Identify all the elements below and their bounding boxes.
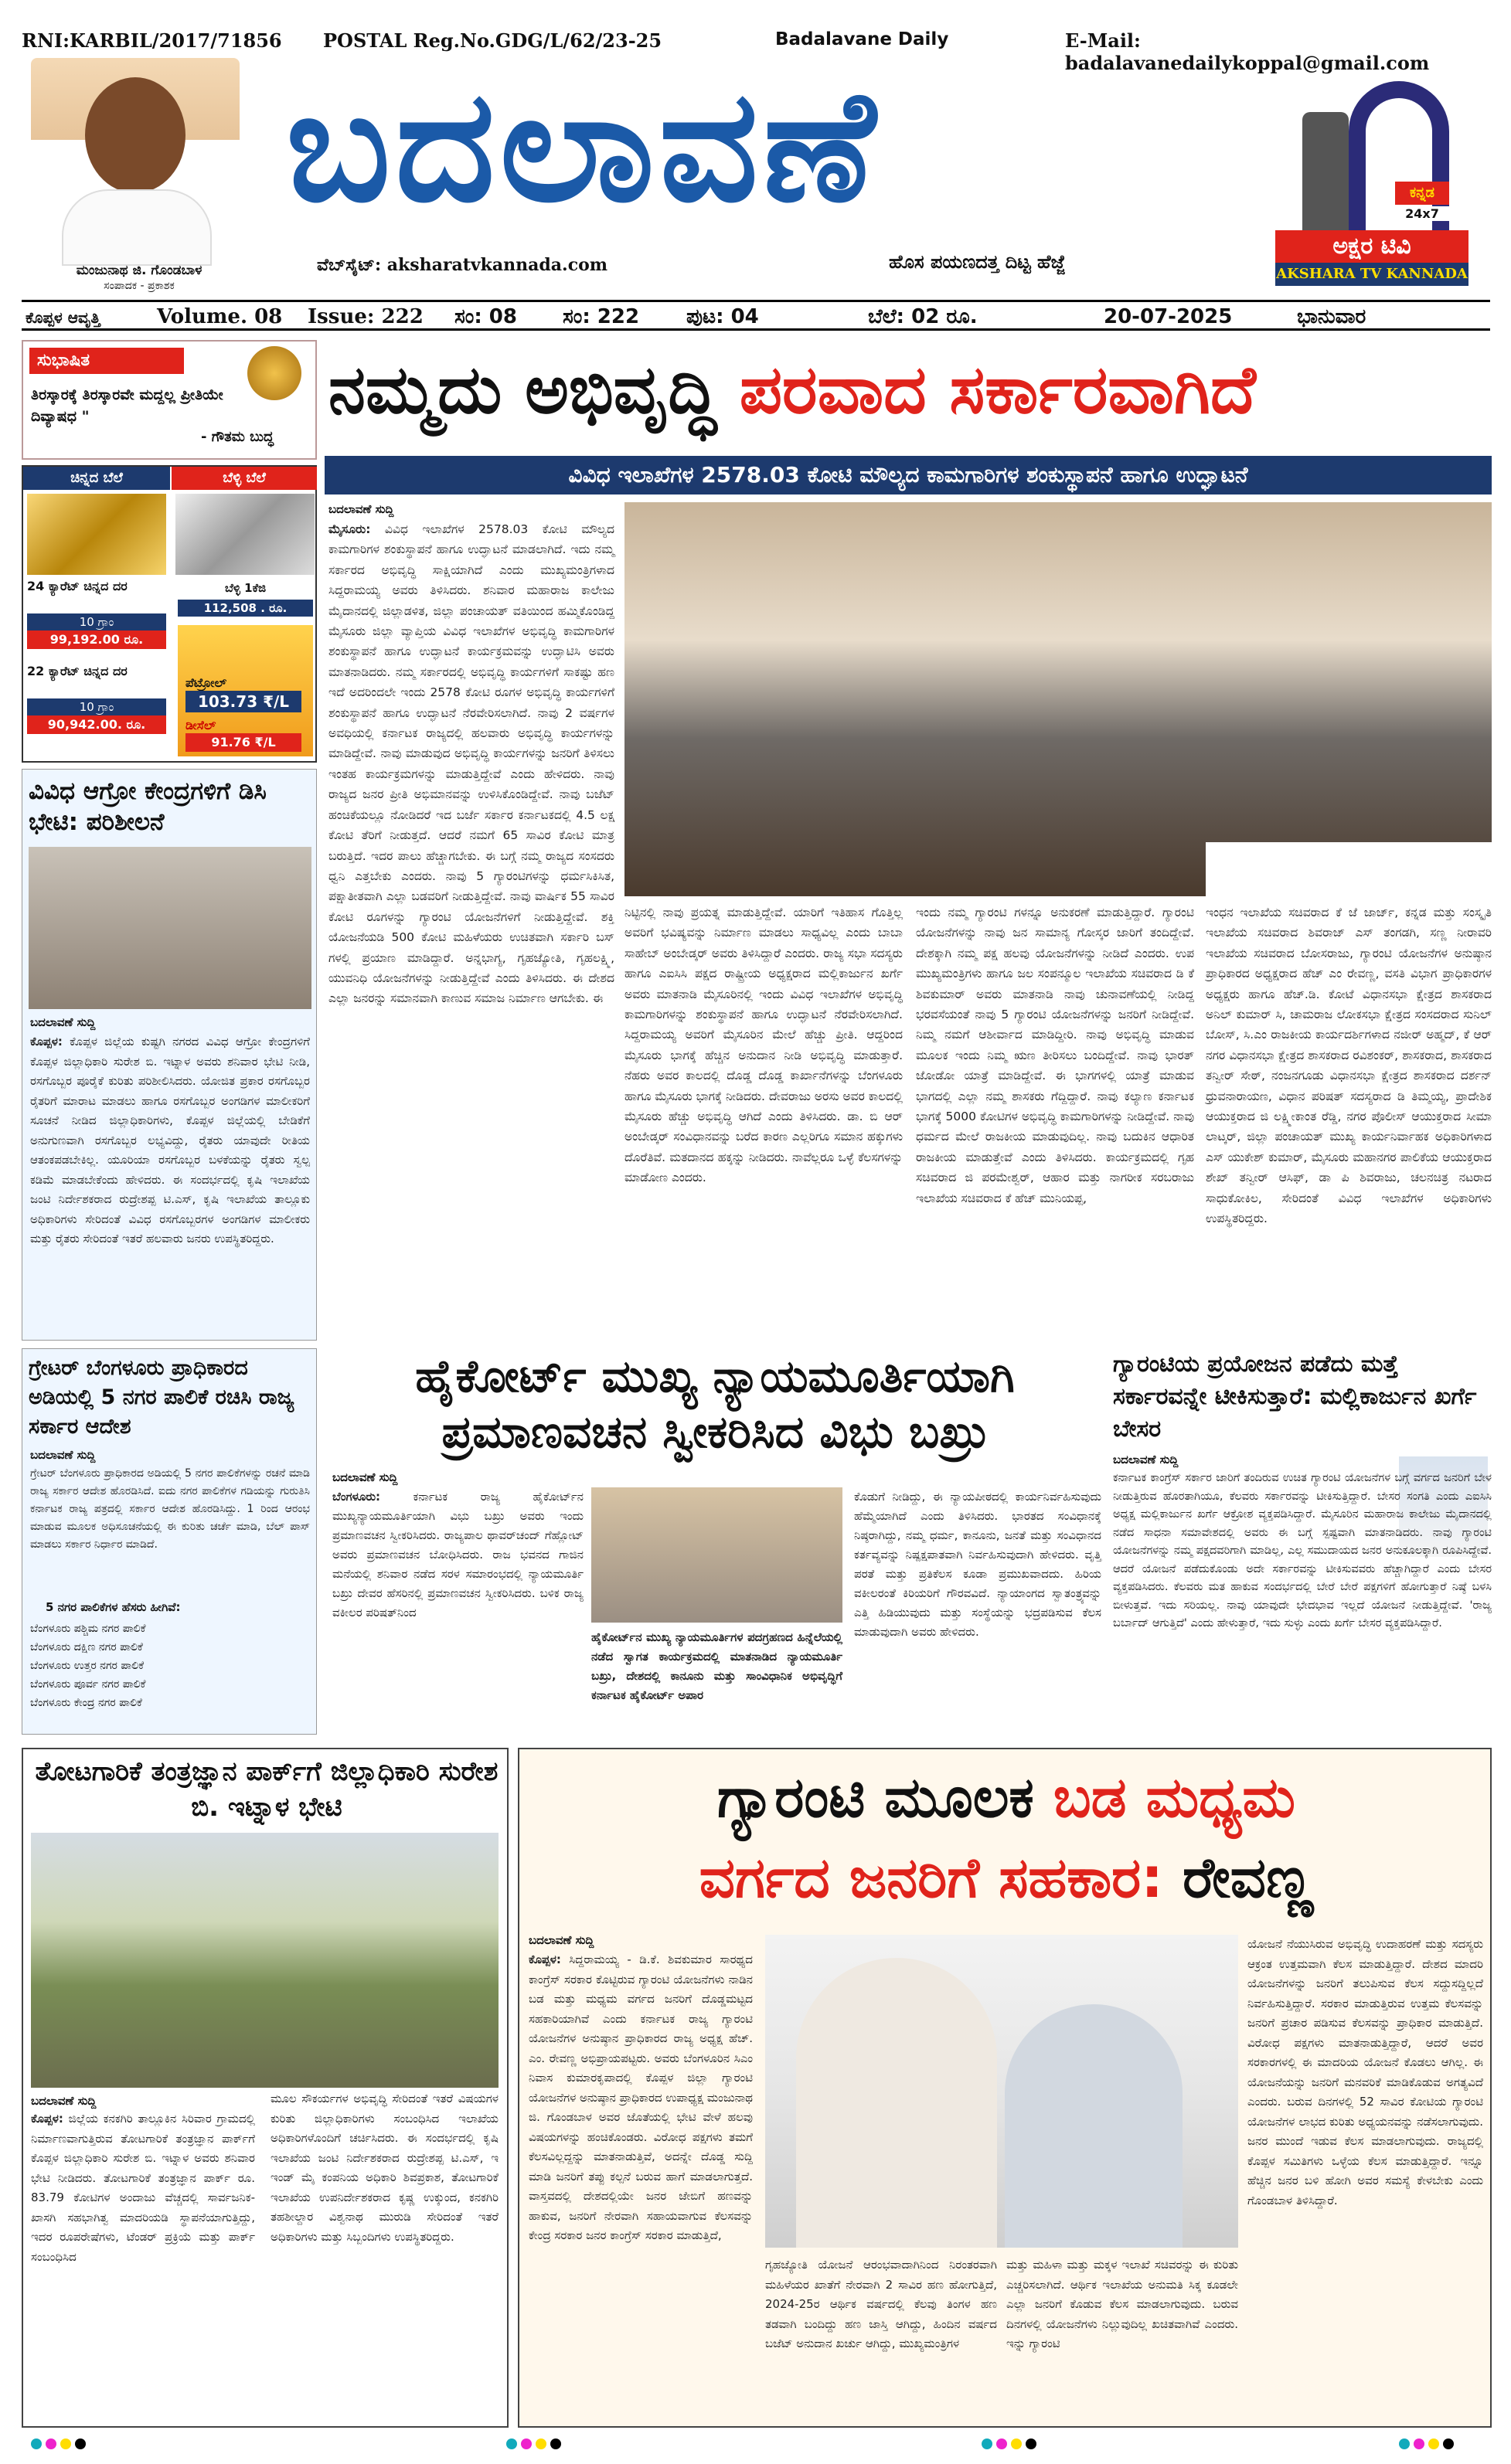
revanna-byline: ಬದಲಾವಣೆ ಸುದ್ದಿ — [529, 1933, 594, 1947]
silver-rate-head: ಬೆಳ್ಳಿ ಬೆಲೆ — [172, 467, 317, 490]
tv-24x7: 24x7 — [1395, 206, 1449, 221]
email-link[interactable]: E-Mail: badalavanedailykoppal@gmail.com — [1065, 29, 1430, 74]
bengaluru-story — [22, 1348, 317, 1735]
agro-dateline: ಕೊಪ್ಪಳ: — [30, 1035, 63, 1048]
silver-unit: ಬೆಳ್ಳಿ 1ಕೆಜಿ — [224, 581, 267, 595]
postal-reg: POSTAL Reg.No.GDG/L/62/23-25 — [323, 29, 662, 52]
agro-headline: ವಿವಿಧ ಆಗ್ರೋ ಕೇಂದ್ರಗಳಿಗೆ ಡಿಸಿ ಭೇಟಿ: ಪರಿಶೀಲನೆ — [29, 777, 267, 836]
highcourt-caption: ಹೈಕೋರ್ಟ್‌ನ ಮುಖ್ಯ ನ್ಯಾಯಮೂರ್ತಿಗಳ ಪದಗ್ರಹಣದ ಹಿನ್ನೆಲೆಯಲ್ಲಿ ನಡೆದ ಸ್ವಾಗತ ಕಾರ್ಯಕ್ರಮದಲ್ಲಿ ಮಾತನಾಡಿದ ನ್ಯಾಯಮೂರ್ತಿ ಬಖ್ರು, ದೇಶದಲ್ಲಿ ಕಾನೂನು ಮತ್ತು ಸಾಂವಿಧಾನಿಕ ಅಭಿವೃದ್ಧಿಗೆ ಕರ್ನಾಟಕ ಹೈಕೋರ್ಟ್ ಅಪಾರ — [591, 1630, 842, 1702]
list-item: ಬೆಂಗಳೂರು ಪಶ್ಚಿಮ ನಗರ ಪಾಲಿಕೆ — [30, 1623, 146, 1635]
registration-dots-left — [31, 2438, 124, 2450]
issue: Issue: 222 — [308, 305, 424, 328]
main-subhead: ವಿವಿಧ ಇಲಾಖೆಗಳ 2578.03 ಕೋಟಿ ಮೌಲ್ಯದ ಕಾಮಗಾರಿಗಳ ಶಂಕುಸ್ಥಾಪನೆ ಹಾಗೂ ಉದ್ಘಾಟನೆ — [325, 456, 1492, 494]
revanna-col4: ಯೋಜನೆ ನೆಯುಸಿರುವ ಅಭಿವೃದ್ಧಿ ಉದಾಹರಣೆ ಮತ್ತು ಸದಸ್ಯರು ಆಕ್ರಂತ ಉತ್ತಮವಾಗಿ ಕೆಲಸ ಮಾಡುತ್ತಿದ್ದಾರೆ. ದೇಶದ ಮಾದರಿ ಯೋಜನೆಗಳನ್ನು ಜನರಿಗೆ ತಲುಪಿಸುವ ಕೆಲಸ ಸದ್ದುಸದ್ದಿಲ್ಲದೆ ನಿರ್ವಹಿಸುತ್ತಿದ್ದಾರೆ. ಸರಕಾರ ಮಾಡುತ್ತಿರುವ ಉತ್ತಮ ಕೆಲಸವನ್ನು ಜನರಿಗೆ ಪ್ರಚಾರ ಪಡಿಸುವ ಕೆಲಸವನ್ನು ಪ್ರಾಧಿಕಾರ ಮಾಡುತ್ತಿದೆ. ವಿರೋಧ ಪಕ್ಷಗಳು ಮಾತನಾಡುತ್ತಿದ್ದಾರೆ, ಆದರೆ ಅವರ ಸರಕಾರಗಳಲ್ಲಿ ಈ ಮಾದರಿಯ ಯೋಜನೆ ಕೊಡಲು ಆಗಿಲ್ಲ. ಈ ಯೋಜನೆಯನ್ನು ಜನರಿಗೆ ಮನವರಿಕೆ ಮಾಡಿಕೊಡುವ ಅಗತ್ಯವಿದೆ ಎಂದರು. ಬರುವ ದಿನಗಳಲ್ಲಿ 52 ಸಾವಿರ ಕೋಟಿಯ ಗ್ಯಾರಂಟಿ ಯೋಜನೆಗಳ ಲಾಭದ ಕುರಿತು ಅಧ್ಯಯನವನ್ನು ನಡೆಸಲಾಗುವುದು. ಜನರ ಮುಂದೆ ಇಡುವ ಕೆಲಸ ಮಾಡಲಾಗುವುದು. ರಾಜ್ಯದಲ್ಲಿ ಕೊಪ್ಪಳ ಸಮಿತಿಗಳು ಒಳ್ಳೆಯ ಕೆಲಸ ಮಾಡುತ್ತಿದ್ದಾರೆ. ಇನ್ನೂ ಹೆಚ್ಚಿನ ಜನರ ಬಳಿ ಹೋಗಿ ಅವರ ಸಮಸ್ಯೆ ಕೇಳಬೇಕು ಎಂದು ಗೊಂಡಬಾಳ ತಿಳಿಸಿದ್ದಾರೆ. — [1247, 1937, 1483, 2207]
silver-price: 112,508 . ರೂ. — [178, 600, 313, 617]
editor-caption: ಮಂಜುನಾಥ ಜಿ. ಗೊಂಡಬಾಳ — [76, 263, 202, 278]
subhashita-author: - ಗೌತಮ ಬುದ್ಧ — [201, 429, 274, 445]
rni-number: RNI:KARBIL/2017/71856 — [22, 29, 282, 52]
agro-text: ಕೊಪ್ಪಳ ಜಿಲ್ಲೆಯ ಕುಷ್ಟಗಿ ನಗರದ ವಿವಿಧ ಆಗ್ರೋ ಕೇಂದ್ರಗಳಿಗೆ ಕೊಪ್ಪಳ ಜಿಲ್ಲಾಧಿಕಾರಿ ಸುರೇಶ ಬಿ. ಇಟ್ನಾಳ ಅವರು ಶನಿವಾರ ಭೇಟಿ ನೀಡಿ, ರಸಗೊಬ್ಬರ ಪೂರೈಕೆ ಕುರಿತು ಪರಿಶೀಲಿಸಿದರು. ಯೋಜಿತ ಪ್ರಕಾರ ರಸಗೊಬ್ಬರ ರೈತರಿಗೆ ಮಾರಾಟ ಮಾಡಲು ಹಾಗೂ ರಸಗೊಬ್ಬರ ಅಂಗಡಿಗಳ ಮಾಲೀಕರಿಗೆ ಸೂಚನೆ ನೀಡಿದ ಜಿಲ್ಲಾಧಿಕಾರಿಗಳು, ಕೊಪ್ಪಳ ಜಿಲ್ಲೆಯಲ್ಲಿ ಬೇಡಿಕೆಗೆ ಅನುಗುಣವಾಗಿ ರಸಗೊಬ್ಬರ ಲಭ್ಯವಿದ್ದು, ರೈತರು ಯಾವುದೇ ರೀತಿಯ ಆತಂಕಪಡಬೇಕಿಲ್ಲ. ಯೂರಿಯಾ ರಸಗೊಬ್ಬರ ಬಳಕೆಯನ್ನು ರೈತರು ಸ್ವಲ್ಪ ಕಡಿಮೆ ಮಾಡಬೇಕೆಂದು ಹೇಳಿದರು. ಈ ಸಂದರ್ಭದಲ್ಲಿ ಕೃಷಿ ಇಲಾಖೆಯ ಜಂಟಿ ನಿರ್ದೇಶಕರಾದ ರುದ್ರೇಶಪ್ಪ ಟಿ.ಎಸ್, ಕೃಷಿ ಇಲಾಖೆಯ ತಾಲ್ಲೂಕು ಅಧಿಕಾರಿಗಳು ಸೇರಿದಂತೆ ವಿವಿಧ ರಸಗೊಬ್ಬರಗಳ ಅಂಗಡಿಗಳ ಮಾಲೀಕರು ಮತ್ತು ರೈತರು ಸೇರಿದಂತೆ ಇತರೆ ಹಲವಾರು ಜನರು ಉಪಸ್ಥಿತರಿದ್ದರು. — [30, 1035, 310, 1246]
diesel-price: 91.76 ₹/L — [185, 733, 301, 752]
price: ಬೆಲೆ: 02 ರೂ. — [868, 305, 978, 328]
subhashita-quote: ತಿರಸ್ಕಾರಕ್ಕೆ ತಿರಸ್ಕಾರವೇ ಮದ್ದಲ್ಲ ಪ್ರೀತಿಯೇ ದಿವ್ಯಾಷಧ " — [31, 386, 223, 425]
samputa: ಸಂ: 08 — [454, 305, 517, 328]
top-info-bar — [22, 29, 1490, 74]
editor-photo — [31, 58, 240, 263]
gold-bars-image — [27, 494, 166, 575]
editor-role: ಸಂಪಾದಕ - ಪ್ರಕಾಶಕ — [104, 280, 175, 292]
diesel-label: ಡೀಸೆಲ್ — [185, 718, 216, 732]
main-dateline: ಮೈಸೂರು: — [328, 522, 371, 536]
tv-name-kn: ಅಕ್ಷರ ಟಿವಿ — [1275, 230, 1468, 263]
kharge-byline: ಬದಲಾವಣೆ ಸುದ್ದಿ — [1113, 1453, 1179, 1467]
main-story — [325, 340, 1492, 1337]
revanna-photo — [765, 1935, 1238, 2248]
horticulture-story — [22, 1748, 509, 2428]
list-item: ಬೆಂಗಳೂರು ದಕ್ಷಿಣ ನಗರ ಪಾಲಿಕೆ — [30, 1641, 143, 1653]
bengaluru-byline: ಬದಲಾವಣೆ ಸುದ್ದಿ — [30, 1448, 96, 1462]
buddha-icon — [247, 346, 301, 400]
day: ಭಾನುವಾರ — [1297, 305, 1366, 328]
highcourt-col1: ಕರ್ನಾಟಕ ರಾಜ್ಯ ಹೈಕೋರ್ಟ್‌ನ ಮುಖ್ಯನ್ಯಾಯಮೂರ್ತಿಯಾಗಿ ವಿಭು ಬಖ್ರು ಅವರು ಇಂದು ಪ್ರಮಾಣವಚನ ಸ್ವೀಕರಿಸಿದರು. ರಾಜ್ಯಪಾಲ ಥಾವರ್‌ಚಂದ್ ಗೆಹ್ಲೋಟ್ ಅವರು ಪ್ರಮಾಣವಚನ ಬೋಧಿಸಿದರು. ರಾಜ ಭವನದ ಗಾಜಿನ ಮನೆಯಲ್ಲಿ ಶನಿವಾರ ನಡೆದ ಸರಳ ಸಮಾರಂಭದಲ್ಲಿ ನ್ಯಾಯಮೂರ್ತಿ ಬಖ್ರು ದೇವರ ಹೆಸರಿನಲ್ಲಿ ಪ್ರಮಾಣವಚನ ಸ್ವೀಕರಿಸಿದರು. ಬಳಿಕ ರಾಜ್ಯ ವಕೀಲರ ಪರಿಷತ್‌ನಿಂದ — [332, 1490, 584, 1619]
horticulture-col1: ಜಿಲ್ಲೆಯ ಕನಕಗಿರಿ ತಾಲ್ಲೂಕಿನ ಸಿರಿವಾರ ಗ್ರಾಮದಲ್ಲಿ ನಿರ್ಮಾಣವಾಗುತ್ತಿರುವ ತೋಟಗಾರಿಕೆ ತಂತ್ರಜ್ಞಾನ ಪಾರ್ಕ್‌ಗೆ ಕೊಪ್ಪಳ ಜಿಲ್ಲಾಧಿಕಾರಿ ಸುರೇಶ ಬಿ. ಇಟ್ನಾಳ ಅವರು ಶನಿವಾರ ಭೇಟಿ ನೀಡಿದರು. ತೋಟಗಾರಿಕೆ ತಂತ್ರಜ್ಞಾನ ಪಾರ್ಕ್ ರೂ. 83.79 ಕೋಟಿಗಳ ಅಂದಾಜು ವೆಚ್ಚದಲ್ಲಿ ಸಾರ್ವಜನಿಕ-ಖಾಸಗಿ ಸಹಭಾಗಿತ್ವ ಮಾದರಿಯಡಿ ಸ್ಥಾಪನೆಯಾಗುತ್ತಿದ್ದು, ಇದರ ರೂಪರೇಷೆಗಳು, ಟೆಂಡರ್ ಪ್ರಕ್ರಿಯೆ ಮತ್ತು ಪಾರ್ಕ್ ಸಂಬಂಧಿಸಿದ — [31, 2112, 255, 2264]
main-byline: ಬದಲಾವಣೆ ಸುದ್ದಿ — [328, 502, 394, 516]
registration-dots-right — [1399, 2438, 1492, 2450]
bengaluru-list-title: 5 ನಗರ ಪಾಲಿಕೆಗಳ ಹೆಸರು ಹೀಗಿವೆ: — [46, 1600, 181, 1614]
highcourt-dateline: ಬೆಂಗಳೂರು: — [332, 1490, 381, 1504]
registration-dots-center-left — [506, 2438, 599, 2450]
revanna-col2: ಗೃಹಜ್ಯೋತಿ ಯೋಜನೆ ಆರಂಭವಾದಾಗಿನಿಂದ ನಿರಂತರವಾಗಿ ಮಹಿಳೆಯರ ಖಾತೆಗೆ ನೇರವಾಗಿ 2 ಸಾವಿರ ಹಣ ಹೋಗುತ್ತಿದೆ, 2024-25ರ ಆರ್ಥಿಕ ವರ್ಷದಲ್ಲಿ ಕೆಲವು ತಿಂಗಳ ಹಣ ತಡವಾಗಿ ಬಂದಿದ್ದು ಹಣ ಜಾಸ್ತಿ ಆಗಿದ್ದು, ಹಿಂದಿನ ವರ್ಷದ ಬಜೆಟ್ ಅನುದಾನ ಖರ್ಚು ಆಗಿದ್ದು, ಮುಖ್ಯಮಂತ್ರಿಗಳ — [765, 2258, 997, 2350]
newspaper-title: ಬದಲಾವಣೆ — [286, 56, 880, 236]
edition: ಕೊಪ್ಪಳ ಆವೃತ್ತಿ — [26, 308, 100, 327]
revanna-col1: ಸಿದ್ದರಾಮಯ್ಯ - ಡಿ.ಕೆ. ಶಿವಕುಮಾರ ಸಾರಥ್ಯದ ಕಾಂಗ್ರೆಸ್ ಸರಕಾರ ಕೊಟ್ಟಿರುವ ಗ್ಯಾರಂಟಿ ಯೋಜನೆಗಳು ನಾಡಿನ ಬಡ ಮತ್ತು ಮಧ್ಯಮ ವರ್ಗದ ಜನರಿಗೆ ದೊಡ್ಡಮಟ್ಟದ ಸಹಕಾರಿಯಾಗಿವೆ ಎಂದು ಕರ್ನಾಟಕ ರಾಜ್ಯ ಗ್ಯಾರಂಟಿ ಯೋಜನೆಗಳ ಅನುಷ್ಠಾನ ಪ್ರಾಧಿಕಾರದ ರಾಜ್ಯ ಅಧ್ಯಕ್ಷ ಹೆಚ್. ಎಂ. ರೇವಣ್ಣ ಅಭಿಪ್ರಾಯಪಟ್ಟರು. ಅವರು ಬೆಂಗಳೂರಿನ ಸಿಎಂ ನಿವಾಸ ಕುಮಾರಕೃಪಾದಲ್ಲಿ ಕೊಪ್ಪಳ ಜಿಲ್ಲಾ ಗ್ಯಾರಂಟಿ ಯೋಜನೆಗಳ ಅನುಷ್ಠಾನ ಪ್ರಾಧಿಕಾರದ ಉಪಾಧ್ಯಕ್ಷ ಮಂಜುನಾಥ ಜಿ. ಗೊಂಡಬಾಳ ಅವರ ಜೊತೆಯಲ್ಲಿ ಭೇಟಿ ವೇಳೆ ಹಲವು ವಿಷಯಗಳನ್ನು ಹಂಚಿಕೊಂಡರು. ವಿರೋಧ ಪಕ್ಷಗಳು ತಮಗೆ ಕೆಲಸವಿಲ್ಲದ್ದನ್ನು ಮಾತನಾಡುತ್ತಿವೆ, ಅದನ್ನೇ ದೊಡ್ಡ ಸುದ್ದಿ ಮಾಡಿ ಜನರಿಗೆ ತಪ್ಪು ಕಲ್ಪನೆ ಬರುವ ಹಾಗೆ ಮಾಡಲಾಗುತ್ತದೆ. ವಾಸ್ತವದಲ್ಲಿ ದೇಶದಲ್ಲಿಯೇ ಜನರ ಜೇಬಿಗೆ ಹಣವನ್ನು ಹಾಕುವ, ಜನರಿಗೆ ನೇರವಾಗಿ ಸಹಾಯವಾಗುವ ಕೆಲಸವನ್ನು ಕೇಂದ್ರ ಸರಕಾರ ಜನರ ಕಾಂಗ್ರೆಸ್ ಸರಕಾರ ಮಾಡುತ್ತಿದೆ, — [529, 1953, 753, 2242]
sanchike: ಸಂ: 222 — [563, 305, 640, 328]
registration-dots-center-right — [982, 2438, 1074, 2450]
volume: Volume. 08 — [157, 305, 283, 328]
main-col4: ಇಂಧನ ಇಲಾಖೆಯ ಸಚಿವರಾದ ಕೆ ಜೆ ಜಾರ್ಜ್, ಕನ್ನಡ ಮತ್ತು ಸಂಸ್ಕೃತಿ ಇಲಾಖೆಯ ಸಚಿವರಾದ ಶಿವರಾಜ್ ಎಸ್ ತಂಗಡಗಿ, ಸಣ್ಣ ನೀರಾವರಿ ಇಲಾಖೆಯ ಸಚಿವರಾದ ಬೋಸರಾಜು, ಗ್ಯಾರಂಟಿ ಯೋಜನೆಗಳ ಅನುಷ್ಠಾನ ಪ್ರಾಧಿಕಾರದ ಅಧ್ಯಕ್ಷರಾದ ಹೆಚ್ ಎಂ ರೇವಣ್ಣ, ವಸತಿ ವಿಭಾಗ ಪ್ರಾಧಿಕಾರಗಳ ಅಧ್ಯಕ್ಷರು ಹಾಗೂ ಹೆಚ್.ಡಿ. ಕೋಟೆ ವಿಧಾನಸಭಾ ಕ್ಷೇತ್ರದ ಶಾಸಕರಾದ ಅನಿಲ್ ಕುಮಾರ್ ಸಿ, ಚಾಮರಾಜ ಲೋಕಸಭಾ ಕ್ಷೇತ್ರದ ಸಂಸದರಾದ ಸುನಿಲ್ ಬೋಸ್, ಸಿ.ಎಂ ರಾಜಕೀಯ ಕಾರ್ಯದರ್ಶಿಗಳಾದ ನಜೀರ್ ಅಹ್ಮದ್, ಕೆ ಆರ್ ನಗರ ವಿಧಾನಸಭಾ ಕ್ಷೇತ್ರದ ಶಾಸಕರಾದ ರವಿಶಂಕರ್, ಶಾಸಕರಾದ, ಶಾಸಕರಾದ ತನ್ವೀರ್ ಸೇಠ್, ನಂಜನಗೂಡು ವಿಧಾನಸಭಾ ಕ್ಷೇತ್ರದ ಶಾಸಕರಾದ ದರ್ಶನ್ ಧ್ರುವನಾರಾಯಣ, ವಿಧಾನ ಪರಿಷತ್ ಸದಸ್ಯರಾದ ಡಿ ತಿಮ್ಮಯ್ಯ, ಪ್ರಾದೇಶಿಕ ಆಯುಕ್ತರಾದ ಜಿ ಲಕ್ಷ್ಮೀಕಾಂತ ರೆಡ್ಡಿ, ನಗರ ಪೊಲೀಸ್ ಆಯುಕ್ತರಾದ ಸೀಮಾ ಲಾಟ್ಕರ್, ಜಿಲ್ಲಾ ಪಂಚಾಯತ್ ಮುಖ್ಯ ಕಾರ್ಯನಿರ್ವಾಹಕ ಅಧಿಕಾರಿಗಳಾದ ಎಸ್ ಯುಕೇಶ್ ಕುಮಾರ್, ಮೈಸೂರು ಮಹಾನಗರ ಪಾಲಿಕೆಯ ಆಯುಕ್ತರಾದ ಶೇಖ್ ತನ್ವೀರ್ ಆಸಿಫ್, ಡಾ ಪಿ ಶಿವರಾಜು, ಚಲನಚಿತ್ರ ನಟರಾದ ಸಾಧುಕೋಕಿಲ, ಸೇರಿದಂತೆ ವಿವಿಧ ಇಲಾಖೆಗಳ ಅಧಿಕಾರಿಗಳು ಉಪಸ್ಥಿತರಿದ್ದರು. — [1206, 842, 1492, 1337]
kharge-story — [1113, 1348, 1492, 1735]
petrol-label: ಪೆಟ್ರೋಲ್ — [185, 675, 227, 690]
horticulture-col2: ಮೂಲ ಸೌಕರ್ಯಗಳ ಅಭಿವೃದ್ಧಿ ಸೇರಿದಂತೆ ಇತರೆ ವಿಷಯಗಳ ಕುರಿತು ಜಿಲ್ಲಾಧಿಕಾರಿಗಳು ಸಂಬಂಧಿಸಿದ ಇಲಾಖೆಯ ಅಧಿಕಾರಿಗಳೊಂದಿಗೆ ಚರ್ಚಿಸಿದರು. ಈ ಸಂದರ್ಭದಲ್ಲಿ ಕೃಷಿ ಇಲಾಖೆಯ ಜಂಟಿ ನಿರ್ದೇಶಕರಾದ ರುದ್ರೇಶಪ್ಪ ಟಿ.ಎಸ್, ಇ ಇಂಡ್ ಮೈ ಕಂಪನಿಯ ಅಧಿಕಾರಿ ಶಿವಪ್ರಕಾಶ, ತೋಟಗಾರಿಕೆ ಇಲಾಖೆಯ ಉಪನಿರ್ದೇಶಕರಾದ ಕೃಷ್ಣ ಉಕ್ಕುಂದ, ಕನಕಗಿರಿ ತಹಶೀಲ್ದಾರ ವಿಶ್ವನಾಥ ಮುರುಡಿ ಸೇರಿದಂತೆ ಇತರೆ ಅಧಿಕಾರಿಗಳು ಮತ್ತು ಸಿಬ್ಬಂದಿಗಳು ಉಪಸ್ಥಿತರಿದ್ದರು. — [271, 2092, 499, 2244]
highcourt-byline: ಬದಲಾವಣೆ ಸುದ್ದಿ — [332, 1470, 398, 1484]
silver-bars-image — [175, 494, 315, 575]
gold24-label: 24 ಕ್ಯಾರೆಟ್ ಚಿನ್ನದ ದರ — [27, 579, 128, 593]
date: 20-07-2025 — [1104, 305, 1233, 328]
horticulture-photo — [31, 1833, 499, 2088]
revanna-headline-1-black: ಗ್ಯಾರಂಟಿ ಮೂಲಕ — [717, 1765, 1034, 1830]
revanna-headline-1-red: ಬಡ ಮಧ್ಯಮ — [1053, 1765, 1295, 1830]
petrol-price: 103.73 ₹/L — [185, 691, 301, 712]
main-col1: ವಿವಿಧ ಇಲಾಖೆಗಳ 2578.03 ಕೋಟಿ ಮೌಲ್ಯದ ಕಾಮಗಾರಿಗಳ ಶಂಕುಸ್ಥಾಪನೆ ಹಾಗೂ ಉದ್ಘಾಟನೆ ಮಾಡಲಾಗಿದೆ. ಇದು ನಮ್ಮ ಸರ್ಕಾರದ ಅಭಿವೃದ್ಧಿ ಸಾಕ್ಷಿಯಾಗಿದೆ ಎಂದು ಮುಖ್ಯಮಂತ್ರಿಗಳಾದ ಸಿದ್ದರಾಮಯ್ಯ ಅವರು ತಿಳಿಸಿದರು. ಶನಿವಾರ ಮಹಾರಾಜ ಕಾಲೇಜು ಮೈದಾನದಲ್ಲಿ ಜಿಲ್ಲಾಡಳಿತ, ಜಿಲ್ಲಾ ಪಂಚಾಯತ್ ವತಿಯಿಂದ ಹಮ್ಮಿಕೊಂಡಿದ್ದ ಮೈಸೂರು ಜಿಲ್ಲಾ ವ್ಯಾಪ್ತಿಯ ವಿವಿಧ ಇಲಾಖೆಗಳ ಅಭಿವೃದ್ಧಿ ಕಾಮಗಾರಿಗಳ ಶಂಕುಸ್ಥಾಪನೆ ಹಾಗೂ ಉದ್ಘಾಟನೆ ಕಾರ್ಯಕ್ರಮವನ್ನು ಉದ್ಘಾಟಿಸಿ ಅವರು ಮಾತನಾಡಿದರು. ನಮ್ಮ ಸರ್ಕಾರದಲ್ಲಿ ಅಭಿವೃದ್ಧಿ ಕಾರ್ಯಗಳಿಗೆ ಸಾಕಷ್ಟು ಹಣ ಇದೆ ಅದರಿಂದಲೇ ಇಂದು 2578 ಕೋಟಿ ರೂಗಳ ಅಭಿವೃದ್ಧಿ ಕಾರ್ಯಗಳಿಗೆ ಶಂಕುಸ್ಥಾಪನೆ ಹಾಗೂ ಉದ್ಘಾಟನೆ ನೆರವೇರಿಸಲಾಗಿದೆ. ನಾವು 2 ವರ್ಷಗಳ ಅವಧಿಯಲ್ಲಿ ಕರ್ನಾಟಕ ರಾಜ್ಯದಲ್ಲಿ ಹಲವಾರು ಅಭಿವೃದ್ಧಿ ಕಾರ್ಯಗಳನ್ನು ಮಾಡಿದ್ದೇವೆ. ನಾವು ಮಾಡುವುದ ಅಭಿವೃದ್ಧಿ ಕಾರ್ಯಗಳನ್ನು ಜನರಿಗೆ ತಿಳಿಸಲು ಇಂತಹ ಕಾರ್ಯಕ್ರಮಗಳನ್ನು ಮಾಡುತ್ತಿದ್ದೇವೆ ಎಂದು ಹೇಳಿದರು. ನಾವು ರಾಜ್ಯದ ಜನರ ಪ್ರೀತಿ ಅಭಿಮಾನವನ್ನು ಉಳಿಸಿಕೊಂಡಿದ್ದೇವೆ. ನಾವು ಬಜೆಟ್ ಹಂಚಿಕೆಯಲ್ಲೂ ನೋಡಿದರೆ ಇದ ಬರ್ಜೆ ಸರ್ಕಾರ ಕರ್ನಾಟಕದಲ್ಲಿ 4.5 ಲಕ್ಷ ಕೋಟಿ ತೆರಿಗೆ ನೀಡುತ್ತದೆ. ಆದರೆ ನಮಗೆ 65 ಸಾವಿರ ಕೋಟಿ ಮಾತ್ರ ಬರುತ್ತಿದೆ. ಇದರ ಪಾಲು ಹೆಚ್ಚಾಗಬೇಕು. ಈ ಬಗ್ಗೆ ನಮ್ಮ ರಾಜ್ಯದ ಸಂಸದರು ಧ್ವನಿ ಎತ್ತಬೇಕು ಎಂದರು. ನಾವು 5 ಗ್ಯಾರಂಟಿಗಳನ್ನು ಧರ್ಮಸಿಕಿಸಿತ, ಪಕ್ಷಾತೀತವಾಗಿ ಎಲ್ಲಾ ಬಡವರಿಗೆ ನೀಡುತ್ತಿದ್ದೇವೆ. ನಾವು ವಾರ್ಷಿಕ 55 ಸಾವಿರ ಕೋಟಿ ರೂಗಳನ್ನು ಗ್ಯಾರಂಟಿ ಯೋಜನೆಗಳಿಗೆ ನೀಡುತ್ತಿದ್ದೇವೆ. ಶಕ್ತಿ ಯೋಜನೆಯಡಿ 500 ಕೋಟಿ ಮಹಿಳೆಯರು ಉಚಿತವಾಗಿ ಸರ್ಕಾರಿ ಬಸ್ ಗಳಲ್ಲಿ ಪ್ರಯಾಣ ಮಾಡಿದ್ದಾರೆ. ಅನ್ನಭಾಗ್ಯ, ಗೃಹಜ್ಯೋತಿ, ಗೃಹಲಕ್ಷ್ಮಿ, ಯುವನಿಧಿ ಯೋಜನೆಗಳನ್ನು ನೀಡುತ್ತಿದ್ದೇವೆ ಎಂದು ತಿಳಿಸಿದರು. ಈ ದೇಶದ ಎಲ್ಲಾ ಜನರನ್ನು ಸಮಾನವಾಗಿ ಕಾಣುವ ಸಮಾಜ ನಿರ್ಮಾಣ ಆಗಬೇಕು. ಈ — [328, 522, 614, 1006]
horticulture-byline: ಬದಲಾವಣೆ ಸುದ್ದಿ — [31, 2094, 97, 2108]
subhashita-title: ಸುಭಾಷಿತ — [29, 348, 184, 374]
main-headline-red: ಪರವಾದ ಸರ್ಕಾರವಾಗಿದೆ — [739, 352, 1256, 429]
kharge-headline: ಗ್ಯಾರಂಟಿಯ ಪ್ರಯೋಜನ ಪಡೆದು ಮತ್ತೆ ಸರ್ಕಾರವನ್ನೇ ಟೀಕಿಸುತ್ತಾರೆ: ಮಲ್ಲಿಕಾರ್ಜುನ ಖರ್ಗೆ ಬೇಸರ — [1113, 1351, 1477, 1443]
agro-photo — [29, 847, 311, 1009]
highcourt-story — [325, 1348, 1105, 1735]
pages: ಪುಟ: 04 — [686, 305, 759, 328]
list-item: ಬೆಂಗಳೂರು ಕೇಂದ್ರ ನಗರ ಪಾಲಿಕೆ — [30, 1697, 142, 1709]
gold24-unit: 10 ಗ್ರಾಂ — [27, 613, 166, 630]
bengaluru-text: ಗ್ರೇಟರ್ ಬೆಂಗಳೂರು ಪ್ರಾಧಿಕಾರದ ಅಡಿಯಲ್ಲಿ 5 ನಗರ ಪಾಲಿಕೆಗಳನ್ನು ರಚನೆ ಮಾಡಿ ರಾಜ್ಯ ಸರ್ಕಾರ ಆದೇಶ ಹೊರಡಿಸಿದೆ. ಐದು ನಗರ ಪಾಲಿಕೆಗಳ ಗಡಿಯನ್ನು ಗುರುತಿಸಿ ಕರ್ನಾಟಕ ರಾಜ್ಯ ಪತ್ರದಲ್ಲಿ ಸರ್ಕಾರ ಆದೇಶ ಹೊರಡಿಸಿದ್ದು. 1 ರಿಂದ ಆರಂಭ ಮಾಡುವ ಮೂಲಕ ಅಧಿಸೂಚನೆಯಲ್ಲಿ ಈ ಕುರಿತು ಚರ್ಚೆ ಮಾಡಿ, ಬೆಲ್ ಪಾಸ್ ಮಾಡಲು ಸರ್ಕಾರ ನಿರ್ಧಾರ ಮಾಡಿದೆ. — [30, 1467, 310, 1551]
revanna-dateline: ಕೊಪ್ಪಳ: — [529, 1953, 561, 1966]
highcourt-headline-1: ಹೈಕೋರ್ಟ್ ಮುಖ್ಯ ನ್ಯಾಯಮೂರ್ತಿಯಾಗಿ — [415, 1350, 1015, 1402]
list-item: ಬೆಂಗಳೂರು ಉತ್ತರ ನಗರ ಪಾಲಿಕೆ — [30, 1660, 145, 1672]
highcourt-photo — [591, 1487, 842, 1623]
gold-rate-head: ಚಿನ್ನದ ಬೆಲೆ — [23, 467, 170, 490]
revanna-headline-2-red: ವರ್ಗದ ಜನರಿಗೆ ಸಹಕಾರ: — [699, 1845, 1163, 1910]
gold24-price: 99,192.00 ರೂ. — [27, 630, 166, 649]
paper-name-en: Badalavane Daily — [775, 29, 949, 49]
main-col2: ನಿಟ್ಟಿನಲ್ಲಿ ನಾವು ಪ್ರಯತ್ನ ಮಾಡುತ್ತಿದ್ದೇವೆ. ಯಾರಿಗೆ ಇತಿಹಾಸ ಗೊತ್ತಿಲ್ಲ ಅವರಿಗೆ ಭವಿಷ್ಯವನ್ನು ನಿರ್ಮಾಣ ಮಾಡಲು ಸಾಧ್ಯವಿಲ್ಲ ಎಂದು ಬಾಬಾ ಸಾಹೇಬ್ ಅಂಬೇಡ್ಕರ್ ಅವರು ತಿಳಿಸಿದ್ದಾರೆ ಎಂದರು. ರಾಜ್ಯ ಸಭಾ ಸದಸ್ಯರು ಹಾಗೂ ಎಐಸಿಸಿ ಪಕ್ಷದ ರಾಷ್ಟ್ರೀಯ ಅಧ್ಯಕ್ಷರಾದ ಮಲ್ಲಿಕಾರ್ಜುನ ಖರ್ಗೆ ಅವರು ಮಾತನಾಡಿ ಮೈಸೂರಿನಲ್ಲಿ ಇಂದು ವಿವಿಧ ಇಲಾಖೆಗಳ ಅಭಿವೃದ್ಧಿ ಕಾಮಗಾರಿಗಳನ್ನು ಶಂಕುಸ್ಥಾಪನೆ ಹಾಗೂ ಉದ್ಘಾಟನೆ ನೆರವೇರಿಸಲಾಗಿದೆ. ಸಿದ್ದರಾಮಯ್ಯ ಅವರಿಗೆ ಮೈಸೂರಿನ ಮೇಲೆ ಹೆಚ್ಚು ಪ್ರೀತಿ. ಆದ್ದರಿಂದ ಮೈಸೂರು ಭಾಗಕ್ಕೆ ಹೆಚ್ಚಿನ ಅನುದಾನ ನೀಡಿ ಅಭಿವೃದ್ಧಿ ಮಾಡುತ್ತಾರೆ. ನೆಹರು ಅವರ ಕಾಲದಲ್ಲಿ ದೊಡ್ಡ ದೊಡ್ಡ ಕಾರ್ಖಾನೆಗಳನ್ನು ಬೆಂಗಳೂರು ಹಾಗೂ ಮೈಸೂರು ಭಾಗಕ್ಕೆ ನೀಡಿದರು. ದೇವರಾಜು ಅರಸು ಅವರ ಕಾಲದಲ್ಲಿ ಮೈಸೂರು ಹೆಚ್ಚು ಅಭಿವೃದ್ಧಿ ಆಗಿದೆ ಎಂದು ತಿಳಿಸಿದರು. ಡಾ. ಬಿ ಆರ್ ಅಂಬೇಡ್ಕರ್ ಸಂವಿಧಾನವನ್ನು ಬರೆದ ಕಾರಣ ಎಲ್ಲರಿಗೂ ಸಮಾನ ಹಕ್ಕುಗಳು ದೊರೆತಿವೆ. ಮತದಾನದ ಹಕ್ಕನ್ನು ನೀಡಿದರು. ನಾವೆಲ್ಲರೂ ಒಳ್ಳೆ ಕೆಲಸಗಳನ್ನು ಮಾಡೋಣ ಎಂದರು. — [624, 906, 903, 1185]
tagline: ಹೊಸ ಪಯಣದತ್ತ ದಿಟ್ಟ ಹೆಜ್ಜೆ — [889, 251, 1066, 273]
highcourt-col2: ಕೊಡುಗೆ ನೀಡಿದ್ದು, ಈ ನ್ಯಾಯಪೀಠದಲ್ಲಿ ಕಾರ್ಯನಿರ್ವಹಿಸುವುದು ಹೆಮ್ಮೆಯಾಗಿದೆ ಎಂದು ತಿಳಿಸಿದರು. ಭಾರತದ ಸಂವಿಧಾನಕ್ಕೆ ನಿಷ್ಠರಾಗಿದ್ದು, ನಮ್ಮ ಧರ್ಮ, ಕಾನೂನು, ಜನತೆ ಮತ್ತು ಸಂವಿಧಾನದ ಕರ್ತವ್ಯವನ್ನು ನಿಷ್ಪಕ್ಷಪಾತವಾಗಿ ನಿರ್ವಹಿಸುವುದಾಗಿ ಹೇಳಿದರು. ವೃತ್ತಿ ಪರತೆ ಮತ್ತು ಪ್ರತಿಕೆಲಸ ಕೂಡಾ ಪ್ರಮುಖವಾದದು. ಹಿರಿಯ ವಕೀಲರಂತೆ ಕಿರಿಯರಿಗೆ ಗೌರವವಿದೆ. ನ್ಯಾಯಾಂಗದ ಸ್ವಾತಂತ್ರ್ಯವನ್ನು ಎತ್ತಿ ಹಿಡಿಯುವುದು ಮತ್ತು ಸಂಸ್ಥೆಯನ್ನು ಭದ್ರಪಡಿಸುವ ಕೆಲಸ ಮಾಡುವುದಾಗಿ ಅವರು ಹೇಳಿದರು. — [854, 1490, 1101, 1639]
website-line[interactable]: ವೆಬ್‌ಸೈಟ್: aksharatvkannada.com — [317, 255, 608, 275]
agro-story — [22, 769, 317, 1341]
horticulture-dateline: ಕೊಪ್ಪಳ: — [31, 2112, 63, 2126]
tv-name-en: AKSHARA TV KANNADA — [1275, 263, 1468, 286]
bengaluru-list — [30, 1619, 310, 1712]
subhashita-box — [22, 340, 317, 460]
agro-byline: ಬದಲಾವಣೆ ಸುದ್ದಿ — [30, 1015, 96, 1029]
revanna-story — [518, 1748, 1492, 2428]
gold22-unit: 10 ಗ್ರಾಂ — [27, 698, 166, 715]
kharge-text: ಕರ್ನಾಟಕ ಕಾಂಗ್ರೆಸ್ ಸರ್ಕಾರ ಜಾರಿಗೆ ತಂದಿರುವ ಉಚಿತ ಗ್ಯಾರಂಟಿ ಯೋಜನೆಗಳ ಬಗ್ಗೆ ವರ್ಗದ ಜನರಿಗೆ ಬೇಳ ನೀಡುತ್ತಿರುವ ಹೊರತಾಗಿಯೂ, ಕೆಲವರು ಸರ್ಕಾರವನ್ನು ಟೀಕಿಸುತ್ತಿದ್ದಾರೆ. ಬೇಸರ ಸಂಗತಿ ಎಂದು ಎಐಸಿಸಿ ಅಧ್ಯಕ್ಷ ಮಲ್ಲಿಕಾರ್ಜುನ ಖರ್ಗೆ ಆಕ್ರೋಶ ವ್ಯಕ್ತಪಡಿಸಿದ್ದಾರೆ. ಮೈಸೂರಿನ ಮಹಾರಾಜ ಕಾಲೇಜು ಮೈದಾನದಲ್ಲಿ ನಡೆದ ಸಾಧನಾ ಸಮಾವೇಶದಲ್ಲಿ ಅವರು ಈ ಬಗ್ಗೆ ಸ್ಪಷ್ಟವಾಗಿ ಮಾತನಾಡಿದರು. ನಾವು ಗ್ಯಾರಂಟಿ ಯೋಜನೆಗಳನ್ನು ನಮ್ಮ ಪಕ್ಷದವರಿಗಾಗಿ ಮಾಡಿಲ್ಲ, ಎಲ್ಲ ಸಮುದಾಯದ ಜನರ ಅನುಕೂಲಕ್ಕಾಗಿ ರೂಪಿಸಿದ್ದೇವೆ. ಆದರೆ ಯೋಜನೆ ಪಡೆದುಕೊಂಡು ಅದೇ ಸರ್ಕಾರವನ್ನು ಟೀಕಿಸುವವರು ಹೆಚ್ಚಾಗಿದ್ದಾರೆ ಎಂದು ಬೇಸರ ವ್ಯಕ್ತಪಡಿಸಿದರು. ಕೆಲವರು ಮತ ಹಾಕುವ ಸಂದರ್ಭದಲ್ಲಿ ಬೇರೆ ಬೇರೆ ಪಕ್ಷಗಳಿಗೆ ಹೋಗುತ್ತಾರೆ ನಿಷ್ಠೆ ಬಳಸಿ ಬೀಳುತ್ತವೆ. ಇದು ಸರಿಯಲ್ಲ. ನಾವು ಯಾವುದೇ ಭೇದಭಾವ ಇಲ್ಲದೆ ಯೋಜನೆ ನೀಡುತ್ತಿದ್ದೇವೆ. 'ರಾಜ್ಯ ಬರ್ಬಾದ್ ಆಗುತ್ತಿದೆ' ಎಂದು ಹೇಳುತ್ತಾರೆ, ಇದು ಸುಳ್ಳು ಎಂದು ಖರ್ಗೆ ಬೇಸರ ವ್ಯಕ್ತಪಡಿಸಿದ್ದಾರೆ. — [1113, 1472, 1492, 1630]
rates-box — [22, 465, 317, 763]
highcourt-headline-2: ಪ್ರಮಾಣವಚನ ಸ್ವೀಕರಿಸಿದ ವಿಭು ಬಖ್ರು — [441, 1405, 989, 1458]
revanna-col3: ಮತ್ತು ಮಹಿಳಾ ಮತ್ತು ಮಕ್ಕಳ ಇಲಾಖೆ ಸಚಿವರನ್ನು ಈ ಕುರಿತು ಎಚ್ಚರಿಸಲಾಗಿದೆ. ಆರ್ಥಿಕ ಇಲಾಖೆಯ ಅನುಮತಿ ಸಿಕ್ಕ ಕೂಡಲೇ ಎಲ್ಲಾ ಜನರಿಗೆ ಕೊಡುವ ಕೆಲಸ ಮಾಡಲಾಗುವುದು. ಬರುವ ದಿನಗಳಲ್ಲಿ ಯೋಜನೆಗಳು ನಿಲ್ಲುವುದಿಲ್ಲ ಖಚಿತವಾಗಿವೆ ಎಂದರು. ಇನ್ನು ಗ್ಯಾರಂಟಿ — [1006, 2258, 1238, 2350]
main-headline-black: ನಮ್ಮದು ಅಭಿವೃದ್ಧಿ — [328, 352, 716, 429]
main-col3: ಇಂದು ನಮ್ಮ ಗ್ಯಾರಂಟಿ ಗಳನ್ನೂ ಅನುಕರಣೆ ಮಾಡುತ್ತಿದ್ದಾರೆ. ಗ್ಯಾರಂಟಿ ಯೋಜನೆಗಳನ್ನು ನಾವು ಜನ ಸಾಮಾನ್ಯ ಗೋಸ್ಕರ ಜಾರಿಗೆ ತಂದಿದ್ದೇವೆ. ದೇಶಕ್ಕಾಗಿ ನಮ್ಮ ಪಕ್ಷ ಹಲವು ಯೋಜನೆಗಳನ್ನು ನೀಡಿದೆ ಎಂದರು. ಉಪ ಮುಖ್ಯಮಂತ್ರಿಗಳು ಹಾಗೂ ಜಲ ಸಂಪನ್ಮೂಲ ಇಲಾಖೆಯ ಸಚಿವರಾದ ಡಿ ಕೆ ಶಿವಕುಮಾರ್ ಅವರು ಮಾತನಾಡಿ ನಾವು ಚುನಾವಣೆಯಲ್ಲಿ ನೀಡಿದ್ದ ಭರವಸೆಯಂತೆ ನಾವು 5 ಗ್ಯಾರಂಟಿ ಯೋಜನೆಗಳನ್ನು ಜನರಿಗೆ ನೀಡಿದ್ದೇವೆ. ನಿಮ್ಮ ನಮಗೆ ಆಶೀರ್ವಾದ ಮಾಡಿದ್ದೀರಿ. ನಾವು ಅಭಿವೃದ್ಧಿ ಮಾಡುವ ಮೂಲಕ ಇಂದು ನಿಮ್ಮ ಋಣ ತೀರಿಸಲು ಬಂದಿದ್ದೇವೆ. ನಾವು ಭಾರತ್ ಜೋಡೋ ಯಾತ್ರೆ ಮಾಡಿದ್ದೇವೆ. ಈ ಭಾಗಗಳಲ್ಲಿ ಯಾತ್ರೆ ಮಾಡುವ ಭಾಗದಲ್ಲಿ ಎಲ್ಲಾ ನಮ್ಮ ಶಾಸಕರು ಗೆದ್ದಿದ್ದಾರೆ. ನಾವು ಕಲ್ಯಾಣ ಕರ್ನಾಟಕ ಭಾಗಕ್ಕೆ 5000 ಕೋಟಿಗಳ ಅಭಿವೃದ್ಧಿ ಕಾಮಗಾರಿಗಳನ್ನು ನೀಡಿದ್ದೇವೆ. ನಾವು ಧರ್ಮದ ಮೇಲೆ ರಾಜಕೀಯ ಮಾಡುವುದಿಲ್ಲ. ನಾವು ಬದುಕಿನ ಆಧಾರಿತ ರಾಜಕೀಯ ಮಾಡುತ್ತೇವೆ ಎಂದು ತಿಳಿಸಿದರು. ಕಾರ್ಯಕ್ರಮದಲ್ಲಿ ಗೃಹ ಸಚಿವರಾದ ಜಿ ಪರಮೇಶ್ವರ್, ಆಹಾರ ಮತ್ತು ನಾಗರೀಕ ಸರಬರಾಜು ಇಲಾಖೆಯ ಸಚಿವರಾದ ಕೆ ಹೆಚ್ ಮುನಿಯಪ್ಪ, — [916, 906, 1194, 1205]
bengaluru-headline: ಗ್ರೇಟರ್ ಬೆಂಗಳೂರು ಪ್ರಾಧಿಕಾರದ ಅಡಿಯಲ್ಲಿ 5 ನಗರ ಪಾಲಿಕೆ ರಚಿಸಿ ರಾಜ್ಯ ಸರ್ಕಾರ ಆದೇಶ — [29, 1356, 294, 1439]
list-item: ಬೆಂಗಳೂರು ಪೂರ್ವ ನಗರ ಪಾಲಿಕೆ — [30, 1678, 146, 1691]
issue-info-bar — [22, 300, 1490, 331]
main-event-photo — [624, 502, 1492, 896]
revanna-headline-2-black: ರೇವಣ್ಣ — [1183, 1845, 1314, 1910]
gold22-price: 90,942.00. ರೂ. — [27, 715, 166, 734]
gold22-label: 22 ಕ್ಯಾರೆಟ್ ಚಿನ್ನದ ದರ — [27, 664, 128, 678]
horticulture-headline: ತೋಟಗಾರಿಕೆ ತಂತ್ರಜ್ಞಾನ ಪಾರ್ಕ್‌ಗೆ ಜಿಲ್ಲಾಧಿಕಾರಿ ಸುರೇಶ ಬಿ. ಇಟ್ನಾಳ ಭೇಟಿ — [35, 1756, 499, 1823]
tv-lang-badge: ಕನ್ನಡ — [1395, 182, 1449, 205]
